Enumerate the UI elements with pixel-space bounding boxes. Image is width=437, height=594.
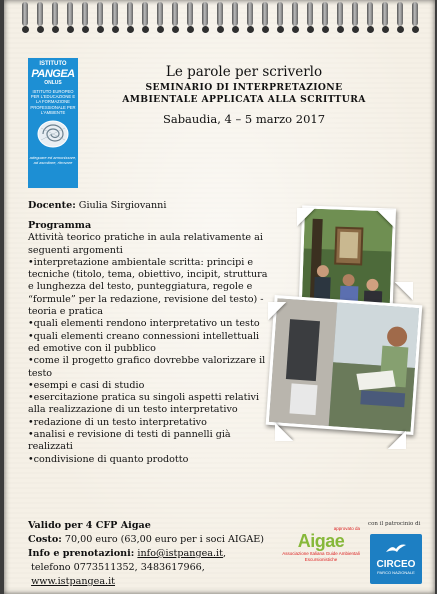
binding-hole: [82, 26, 89, 33]
spiral-ring: [127, 2, 133, 26]
circeo-park-logo: [370, 534, 422, 584]
binding-hole: [337, 26, 344, 33]
spiral-ring: [187, 2, 193, 26]
event-title: Le parole per scriverlo: [165, 64, 323, 80]
spiral-ring: [232, 2, 238, 26]
programma-intro: Attività teorico pratiche in aula relativamente ai seguenti argomenti: [28, 232, 263, 256]
spiral-ring: [82, 2, 88, 26]
spiral-ring: [112, 2, 118, 26]
bird-icon: [384, 540, 408, 558]
binding-hole: [307, 26, 314, 33]
ammonite-shell-icon: [36, 119, 70, 149]
spiral-ring: [97, 2, 103, 26]
spiral-ring: [412, 2, 418, 26]
binding-hole: [127, 26, 134, 33]
cfp-credits: Valido per 4 CFP Aigae: [28, 520, 151, 531]
binding-hole: [52, 26, 59, 33]
binding-hole: [397, 26, 404, 33]
docente-name: Giulia Sirgiovanni: [78, 200, 167, 211]
logo-description: ISTITUTO EUROPEO PER L'EDUCAZIONE E LA FORMAZIONE PROFESSIONALE PER L'AMBIENTE: [30, 89, 76, 115]
list-item: •quali elementi creano connessioni intellettuali ed emotive con il pubblico: [28, 330, 260, 354]
photo-corner: [297, 208, 315, 226]
event-location-date: Sabaudia, 4 – 5 marzo 2017: [162, 112, 326, 126]
binding-hole: [412, 26, 419, 33]
event-info-footer: [28, 519, 264, 589]
list-item: •esempi e casi di studio: [28, 379, 145, 391]
cost-value: 70,00 euro (63,00 euro per i soci AIGAE): [64, 534, 265, 545]
binding-hole: [37, 26, 44, 33]
photo-corner: [388, 431, 406, 449]
info-line: Info e prenotazioni: info@istpangea.it,: [28, 548, 227, 559]
binding-hole: [232, 26, 239, 33]
pangea-logo: [28, 58, 78, 188]
spiral-ring: [67, 2, 73, 26]
binding-hole: [157, 26, 164, 33]
spiral-ring: [202, 2, 208, 26]
writing-scene-image: [269, 298, 419, 432]
spiral-ring: [307, 2, 313, 26]
logo-brand: PANGEA: [31, 68, 75, 80]
binding-hole: [352, 26, 359, 33]
binding-hole: [262, 26, 269, 33]
binding-hole: [322, 26, 329, 33]
list-item: •analisi e revisione di testi di pannelli già realizzati: [28, 429, 231, 453]
logo-motto: adeguare ed armonizzare, ad ascoltare, ritrovare: [29, 155, 77, 165]
spiral-ring: [292, 2, 298, 26]
programma-list: [28, 257, 273, 466]
binding-hole: [97, 26, 104, 33]
list-item: •come il progetto grafico dovrebbe valorizzare il testo: [28, 355, 266, 379]
binding-hole: [247, 26, 254, 33]
spiral-ring: [217, 2, 223, 26]
spiral-ring: [52, 2, 58, 26]
info-label: Info e prenotazioni:: [28, 548, 135, 559]
list-item: •esercitazione pratica su singoli aspetti relativi alla realizzazione di un testo interpretativo: [28, 392, 260, 416]
aigae-subtitle: Associazione Italiana Guide Ambientali Escursionistiche: [282, 551, 360, 562]
list-item: •quali elementi rendono interpretativo un testo: [28, 318, 260, 330]
notebook-page: [4, 0, 435, 594]
photo-corner: [268, 302, 286, 320]
photo-writing-outdoor: [266, 295, 423, 435]
cost-line: [28, 533, 264, 547]
logo-onlus: ONLUS: [44, 80, 62, 86]
circeo-name: CIRCEO: [376, 559, 416, 570]
spiral-ring: [382, 2, 388, 26]
email-link[interactable]: info@istpangea.it: [137, 548, 223, 559]
binding-hole: [172, 26, 179, 33]
binding-hole: [112, 26, 119, 33]
binding-hole: [142, 26, 149, 33]
spiral-ring: [262, 2, 268, 26]
spiral-ring: [277, 2, 283, 26]
logo-istituto: ISTITUTO: [39, 61, 67, 67]
spiral-ring: [172, 2, 178, 26]
binding-hole: [187, 26, 194, 33]
aigae-logo: [282, 526, 360, 576]
spiral-ring: [367, 2, 373, 26]
photo-corner: [395, 282, 413, 300]
spiral-ring: [322, 2, 328, 26]
binding-hole: [292, 26, 299, 33]
binding-hole: [202, 26, 209, 33]
binding-hole: [67, 26, 74, 33]
website-link[interactable]: www.istpangea.it: [31, 576, 116, 587]
photo-corner: [275, 423, 293, 441]
aigae-name: Aigae: [297, 531, 345, 551]
binding-hole: [367, 26, 374, 33]
circeo-subtitle: PARCO NAZIONALE: [377, 570, 415, 575]
binding-hole: [22, 26, 29, 33]
spiral-ring: [37, 2, 43, 26]
spiral-binding: [18, 0, 428, 30]
list-item: •interpretazione ambientale scritta: principi e tecniche (titolo, tema, obiettivo, incipit, struttura e lunghezza del testo, punteggiatura, regole e “formule” per la redazione, revisione del testo) - teoria e pratica: [28, 256, 268, 318]
spiral-ring: [157, 2, 163, 26]
spiral-ring: [22, 2, 28, 26]
spiral-ring: [397, 2, 403, 26]
binding-hole: [217, 26, 224, 33]
patronage-label: con il patrocinio di: [368, 521, 421, 527]
docente-line: Docente: Giulia Sirgiovanni: [28, 200, 167, 211]
spiral-ring: [142, 2, 148, 26]
spiral-ring: [247, 2, 253, 26]
programma-section: [28, 220, 273, 466]
photo-corner: [377, 210, 395, 228]
event-header: [104, 64, 384, 126]
programma-heading: Programma: [28, 220, 92, 231]
cost-label: Costo:: [28, 534, 62, 545]
spiral-ring: [337, 2, 343, 26]
docente-label: Docente: [28, 200, 73, 211]
binding-hole: [382, 26, 389, 33]
list-item: •condivisione di quanto prodotto: [28, 453, 189, 465]
event-subtitle-2: AMBIENTALE APPLICATA ALLA SCRITTURA: [122, 94, 366, 105]
aigae-approved-label: approvato da: [333, 526, 360, 531]
spiral-ring: [352, 2, 358, 26]
phone-numbers: telefono 0773511352, 3483617966,: [31, 562, 205, 573]
list-item: •redazione di un testo interpretativo: [28, 416, 207, 428]
event-subtitle-1: SEMINARIO DI INTERPRETAZIONE: [145, 82, 343, 93]
binding-hole: [277, 26, 284, 33]
